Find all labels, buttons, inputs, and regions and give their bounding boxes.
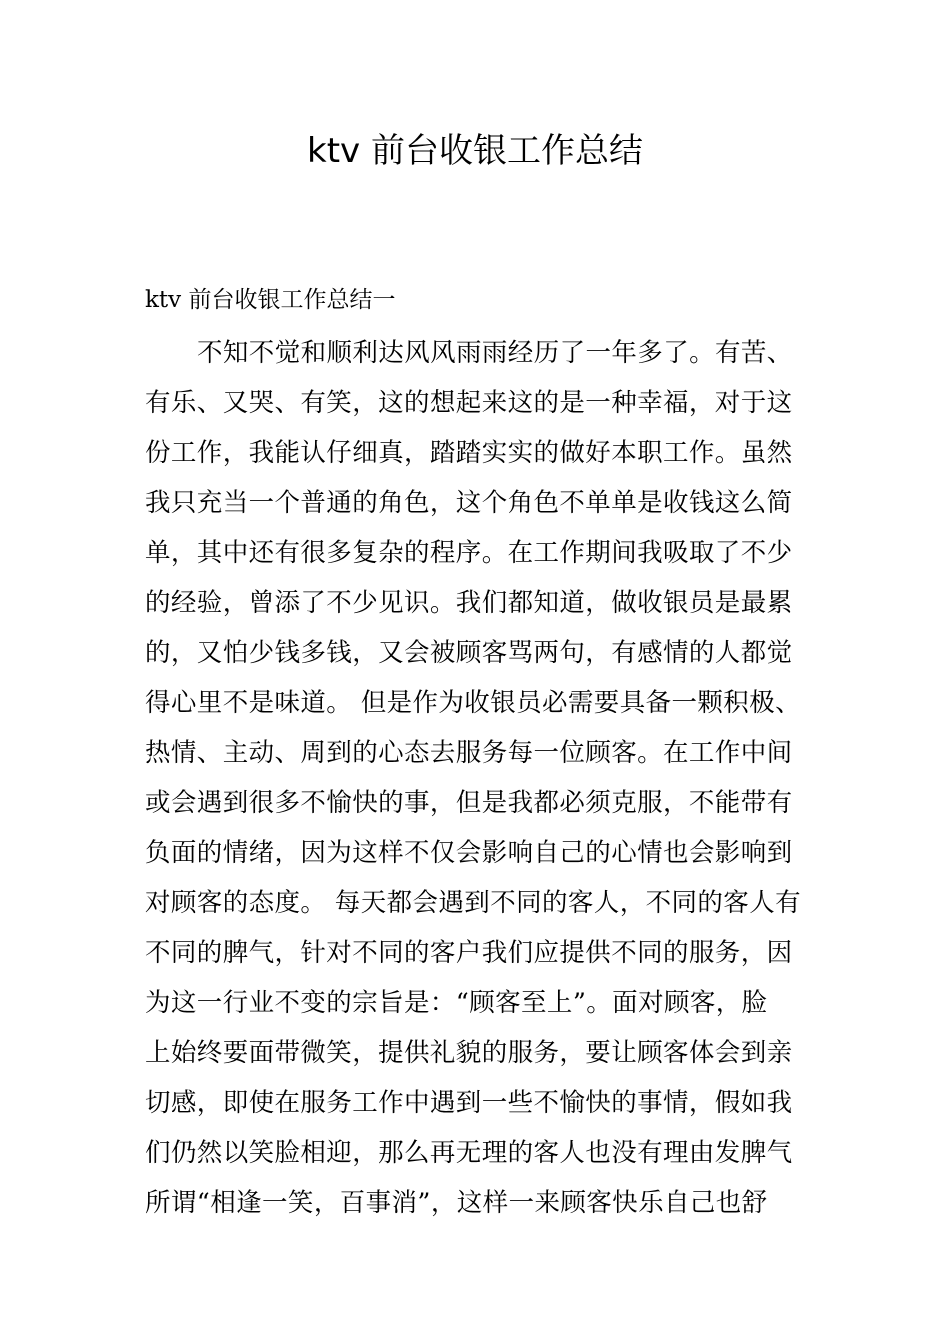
paragraph-line: 为这一行业不变的宗旨是：“顾客至上”。面对顾客，脸 (145, 988, 768, 1018)
paragraph-line: 切感，即使在服务工作中遇到一些不愉快的事情，假如我 (145, 1088, 793, 1118)
paragraph-line: 或会遇到很多不愉快的事，但是我都必须克服，不能带有 (145, 788, 793, 818)
paragraph-line: 热情、主动、周到的心态去服务每一位顾客。在工作中间 (145, 738, 793, 768)
paragraph-line: 有乐、又哭、有笑，这的想起来这的是一种幸福，对于这 (145, 388, 793, 418)
paragraph-line: 所谓“相逢一笑，百事消”，这样一来顾客快乐自己也舒 (145, 1188, 768, 1218)
paragraph-line: 不同的脾气，针对不同的客户我们应提供不同的服务，因 (145, 938, 793, 968)
paragraph-line: 不知不觉和顺利达风风雨雨经历了一年多了。有苦、 (197, 338, 793, 368)
paragraph-line: 的经验，曾添了不少见识。我们都知道，做收银员是最累 (145, 588, 793, 618)
section-heading: ktv 前台收银工作总结一 (145, 287, 396, 313)
paragraph-line: 份工作，我能认仔细真，踏踏实实的做好本职工作。虽然 (145, 438, 793, 468)
paragraph-line: 上始终要面带微笑，提供礼貌的服务，要让顾客体会到亲 (145, 1038, 793, 1068)
paragraph-line: 得心里不是味道。 但是作为收银员必需要具备一颗积极、 (145, 688, 802, 718)
paragraph-line: 单，其中还有很多复杂的程序。在工作期间我吸取了不少 (145, 538, 793, 568)
paragraph-line: 的，又怕少钱多钱，又会被顾客骂两句，有感情的人都觉 (145, 638, 793, 668)
body-paragraph (145, 328, 810, 1228)
paragraph-line: 负面的情绪，因为这样不仅会影响自己的心情也会影响到 (145, 838, 793, 868)
paragraph-line: 们仍然以笑脸相迎，那么再无理的客人也没有理由发脾气 (145, 1138, 793, 1168)
paragraph-line: 对顾客的态度。 每天都会遇到不同的客人，不同的客人有 (145, 888, 802, 918)
paragraph-line: 我只充当一个普通的角色，这个角色不单单是收钱这么简 (145, 488, 793, 518)
document-title: ktv 前台收银工作总结 (307, 131, 643, 171)
